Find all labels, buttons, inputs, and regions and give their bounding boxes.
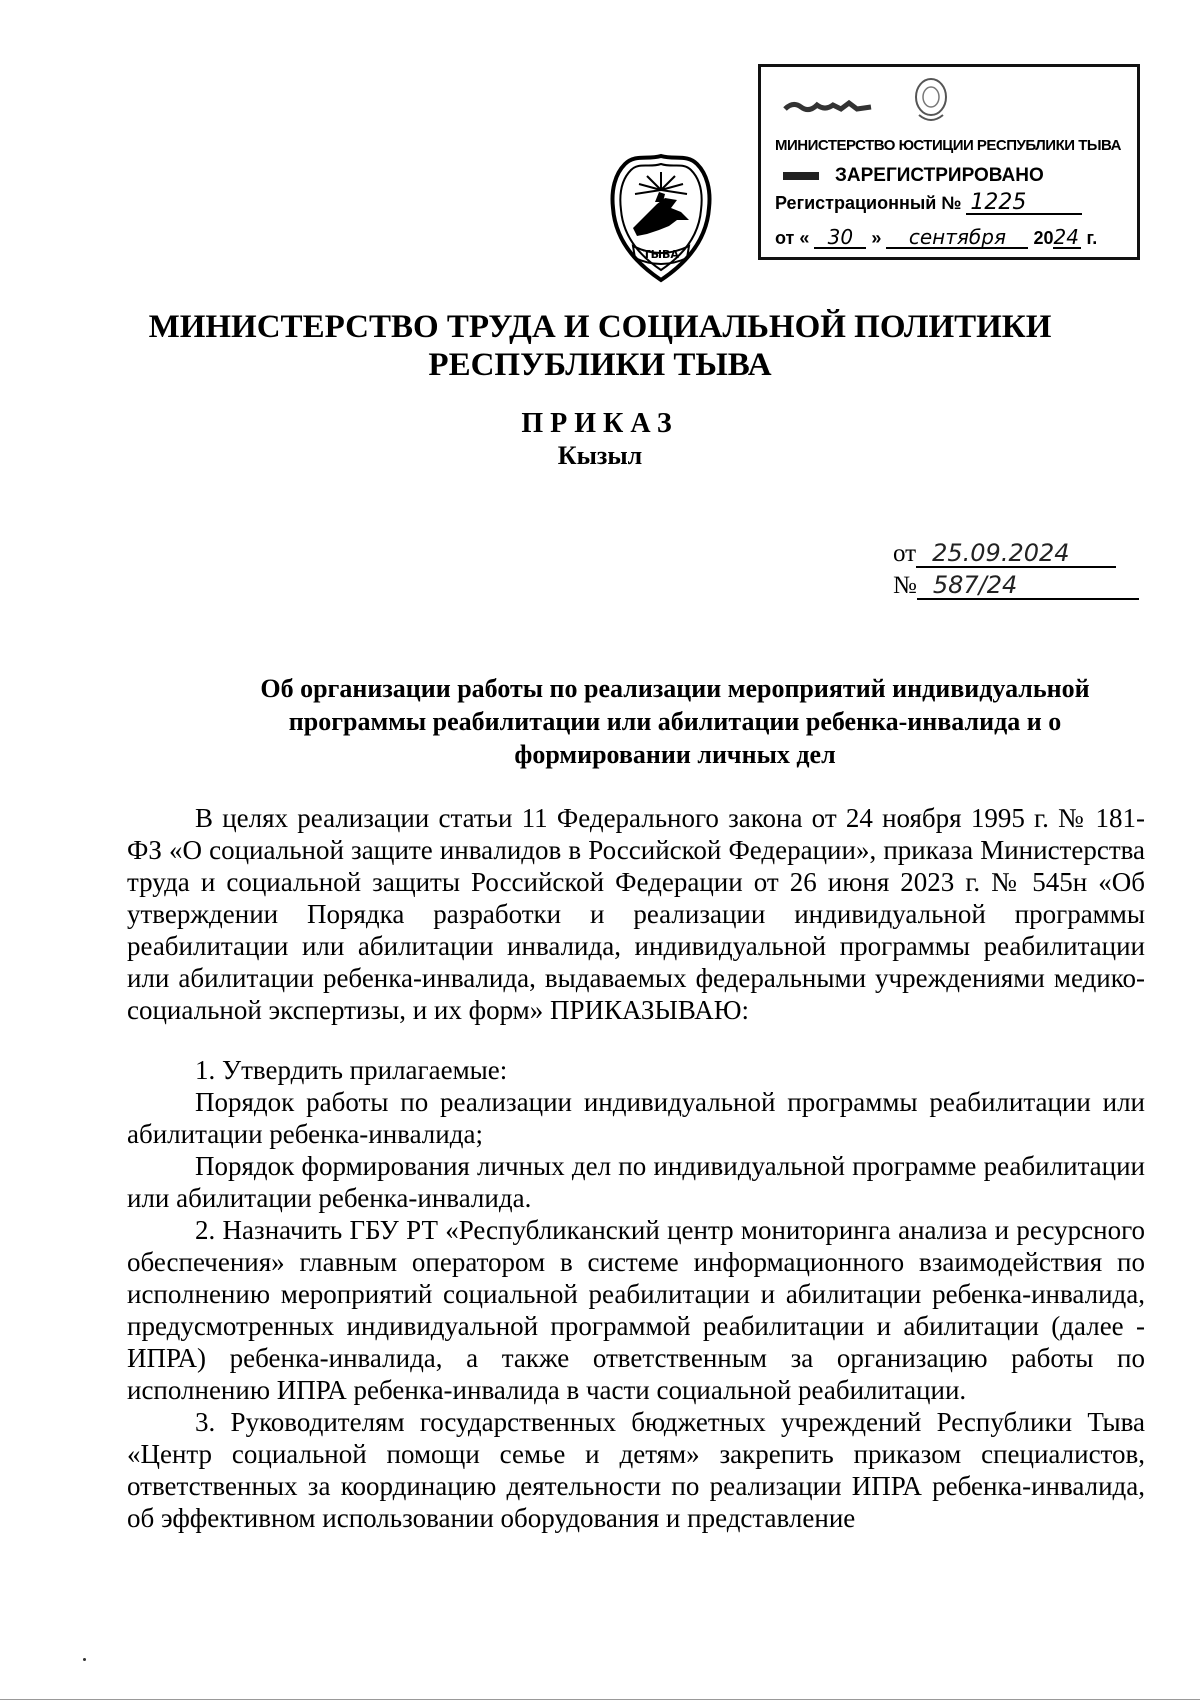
stamp-registered-label: ЗАРЕГИСТРИРОВАНО [835, 165, 1044, 186]
preamble-paragraph: В целях реализации статьи 11 Федерального закона от 24 ноября 1995 г. № 181-ФЗ «О социальной защите инвалидов в Российской Федерации», приказа Министерства труда и социальной защиты Российской Федерации от 26 июня 2023 г. № 545н «Об утверждении Порядка разработки и реализации индивидуальной программы реабилитации или абилитации инвалида, индивидуальной программы реабилитации или абилитации ребенка-инвалида, выдаваемых федеральными учреждениями медико-социальной экспертизы, и их форм» ПРИКАЗЫВАЮ: [127, 803, 1145, 1025]
item-1b-paragraph: Порядок формирования личных дел по индивидуальной программе реабилитации или абилитации ребенка-инвалида. [127, 1151, 1145, 1213]
tuva-emblem-icon [607, 150, 715, 285]
stamp-date-quote: » [871, 228, 882, 248]
stamp-date-row [775, 227, 1097, 249]
order-date-row [893, 540, 1139, 572]
stamp-date-from-label: от « [775, 228, 810, 248]
stamp-reg-number-value: 1225 [966, 193, 1082, 215]
stamp-smudge-icon [783, 97, 873, 117]
item-1a-paragraph: Порядок работы по реализации индивидуальной программы реабилитации или абилитации ребенка-инвалида; [127, 1087, 1145, 1149]
ministry-heading [0, 308, 1200, 384]
title-line-2: программы реабилитации или абилитации ребенка-инвалида и о [288, 707, 1062, 736]
order-date-value: 25.09.2024 [916, 540, 1116, 568]
stamp-ministry-text: МИНИСТЕРСТВО ЮСТИЦИИ РЕСПУБЛИКИ ТЫВА [775, 137, 1121, 154]
stamp-registered [783, 165, 1044, 187]
stamp-date-year-prefix: 20 [1033, 228, 1054, 248]
doc-type-heading: ПРИКАЗ [521, 408, 679, 439]
order-number-value: 587/24 [917, 572, 1139, 600]
scan-speck [83, 1658, 86, 1661]
emblem-label: ТЫВА [643, 248, 679, 261]
item-2-paragraph: 2. Назначить ГБУ РТ «Республиканский центр мониторинга анализа и ресурсного обеспечения» главным оператором в системе информационного взаимодействия по исполнению мероприятий социальной реабилитации и абилитации ребенка-инвалида, предусмотренных индивидуальной программой реабилитации и абилитации (далее - ИПРА) ребенка-инвалида, а также ответственным за организацию работы по исполнению ИПРА ребенка-инвалида в части социальной реабилитации. [127, 1215, 1145, 1405]
stamp-mark-icon [783, 172, 819, 180]
title-line-3: формировании личных дел [514, 740, 836, 769]
document-body [127, 802, 1145, 1534]
stamp-date-month: сентября [886, 227, 1028, 249]
registration-stamp [758, 64, 1140, 260]
order-number-row [893, 572, 1139, 604]
city-heading: Кызыл [557, 441, 643, 470]
stamp-date-year-unit: г. [1086, 228, 1098, 248]
stamp-seal-icon [911, 75, 951, 127]
order-meta [893, 540, 1139, 604]
document-title [210, 672, 1140, 771]
order-number-label: № [893, 572, 917, 599]
stamp-date-day: 30 [814, 227, 866, 249]
item-1-paragraph: 1. Утвердить прилагаемые: [195, 1055, 508, 1085]
stamp-reg-number-row [775, 190, 1082, 215]
ministry-line-2: РЕСПУБЛИКИ ТЫВА [428, 347, 772, 383]
stamp-date-year-suffix: 24 [1053, 227, 1081, 249]
item-3-paragraph: 3. Руководителям государственных бюджетных учреждений Республики Тыва «Центр социальной помощи семье и детям» закрепить приказом специалистов, ответственных за координацию деятельности по реализации ИПРА ребенка-инвалида, об эффективном использовании оборудования и представление [127, 1407, 1145, 1533]
page-bottom-rule [0, 1699, 1200, 1700]
ministry-line-1: МИНИСТЕРСТВО ТРУДА И СОЦИАЛЬНОЙ ПОЛИТИКИ [148, 309, 1052, 345]
stamp-reg-number-label: Регистрационный № [775, 193, 962, 213]
order-date-label: от [893, 540, 917, 567]
title-line-1: Об организации работы по реализации мероприятий индивидуальной [260, 674, 1090, 703]
